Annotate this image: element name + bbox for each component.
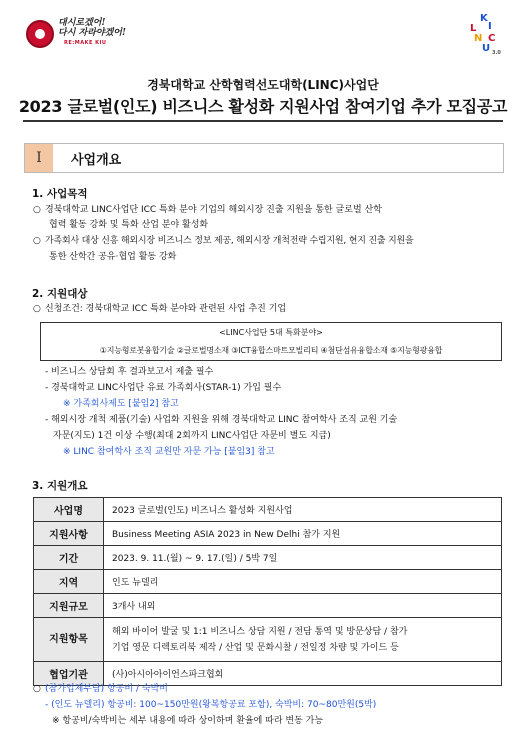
kiu-logo [26,18,136,52]
overview-table [33,497,502,686]
table-row [34,522,502,546]
logo-letter-k: K [480,13,488,24]
title-divider [23,120,503,122]
table-value: 3개사 내외 [104,594,502,618]
specialty-box-items: ①지능형로봇융합기술 ②글로벌명소재 ③ICT융합스마트모빌리티 ④첨단섬유융합소재 ⑤지능형광융합 [99,346,443,355]
table-value: 해외 바이어 발굴 및 1:1 비즈니스 상담 지원 / 전담 통역 및 방문상담 / 참가 기업 영문 디렉토리북 제작 / 산업 및 문화시찰 / 전일정 차량 및 가이드 등 [104,618,502,662]
section-number: Ⅰ [25,144,53,172]
specialty-box-title: <LINC사업단 5대 특화분야> [219,328,323,337]
table-row [34,570,502,594]
doc-subtitle: 경북대학교 산학협력선도대학(LINC)사업단 [147,78,379,92]
logo-letter-c: C [488,33,496,44]
table-key: 사업명 [34,498,104,522]
purpose-heading: 1. 사업목적 [32,188,88,200]
target-heading: 2. 지원대상 [32,288,88,300]
table-row [34,546,502,570]
cost-detail: - (인도 뉴델리) 항공비: 100~150만원(왕복항공료 포함), 숙박비: 70~80만원(5박) [45,700,377,710]
table-value: Business Meeting ASIA 2023 in New Delhi 참가 지원 [104,522,502,546]
logo-letter-l: L [470,23,477,34]
overview-heading: 3. 지원개요 [32,480,88,492]
table-key: 지원사항 [34,522,104,546]
purpose-bullet-1-cont: 협력 활동 강화 및 특화 산업 분야 활성화 [49,220,209,230]
table-key: 지역 [34,570,104,594]
logo-letter-i: I [488,21,492,32]
logo-letter-u: U [482,43,491,54]
target-item-3-cont: 자문(지도) 1건 이상 수행(최대 2회까지 LINC사업단 자문비 별도 지급) [53,431,331,441]
logo-letter-n: N [474,33,483,44]
linc-logo [468,14,502,56]
table-value: 인도 뉴델리 [104,570,502,594]
university-seal-icon [26,20,54,48]
target-note-1: ※ 가족회사제도 [붙임2] 참고 [63,399,179,409]
logo-slogan: 대시로겠어! 다시 자라야겠어! [58,18,126,38]
table-row [34,498,502,522]
target-note-2: ※ LINC 참여학사 조직 교원만 자문 가능 [붙임3] 참고 [63,447,275,457]
target-item-2: - 경북대학교 LINC사업단 유료 가족회사(STAR-1) 가입 필수 [45,383,282,393]
purpose-bullet-1: ○ 경북대학교 LINC사업단 ICC 특화 분야 기업의 해외시장 진출 지원을 통한 글로벌 산학 [33,205,382,215]
target-bullet-1: ○ 신청조건: 경북대학교 ICC 특화 분야와 관련된 사업 추진 기업 [33,304,287,314]
table-row [34,594,502,618]
table-value: (사)아시아아이언스파크협회 [104,662,502,686]
table-key: 지원항목 [34,618,104,662]
doc-title: 2023 글로벌(인도) 비즈니스 활성화 지원사업 참여기업 추가 모집공고 [18,97,508,116]
purpose-bullet-2: ○ 가족회사 대상 신흥 해외시장 비즈니스 정보 제공, 해외시장 개척전략 수립지원, 현지 진출 지원을 [33,236,414,246]
logo-version: 3.0 [492,50,501,56]
cost-bullet: ○ (참가업체부담) 항공비 / 숙박비 [33,684,168,694]
specialty-box [40,322,502,361]
logo-sub: RE:MAKE KIU [64,40,107,46]
cost-note: ※ 항공비/숙박비는 세부 내용에 따라 상이하며 환율에 따라 변동 가능 [52,716,324,726]
table-key: 기간 [34,546,104,570]
table-key: 지원규모 [34,594,104,618]
table-row [34,618,502,662]
table-value: 2023 글로벌(인도) 비즈니스 활성화 지원사업 [104,498,502,522]
section-title: 사업개요 [71,153,122,168]
purpose-bullet-2-cont: 통한 산학간 공유·협업 활동 강화 [49,252,177,262]
section-header [24,143,504,173]
target-item-1: - 비즈니스 상담회 후 결과보고서 제출 필수 [45,367,214,377]
table-key: 협업기관 [34,662,104,686]
target-item-3: - 해외시장 개척 제품(기술) 사업화 지원을 위해 경북대학교 LINC 참여학사 조직 교원 기술 [45,415,398,425]
table-value: 2023. 9. 11.(월) ~ 9. 17.(일) / 5박 7일 [104,546,502,570]
